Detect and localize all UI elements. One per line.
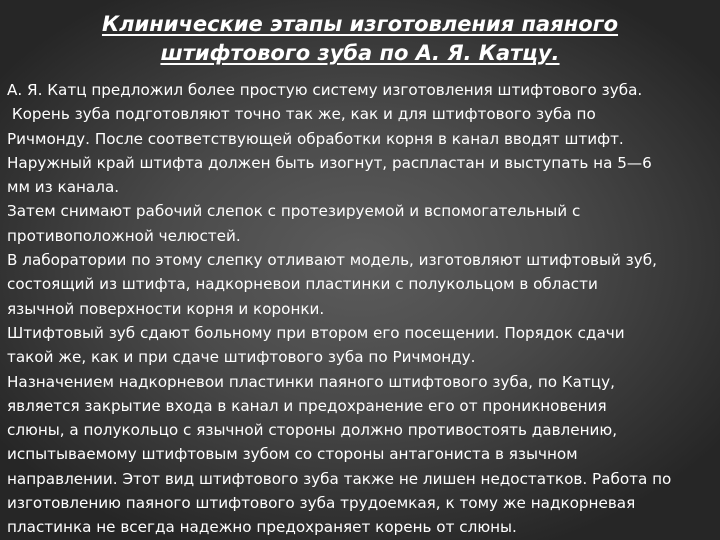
body-line-7: противоположной челюстей. — [7, 226, 241, 245]
body-line-19: пластинка не всегда надежно предохраняет корень от слюны. — [7, 518, 517, 537]
body-line-2: Корень зуба подготовляют точно так же, как и для штифтового зуба по — [7, 105, 596, 124]
slide-body-text — [7, 78, 715, 540]
slide-title-line-1: Клинические этапы изготовления паяного — [101, 12, 619, 36]
body-line-4: Наружный край штифта должен быть изогнут, распластан и выступать на 5—6 — [7, 153, 652, 172]
body-line-17: направлении. Этот вид штифтового зуба также не лишен недостатков. Работа по — [7, 469, 672, 488]
body-line-15: слюны, а полукольцо с язычной стороны должно противостоять давлению, — [7, 421, 618, 440]
body-line-1: А. Я. Катц предложил более простую систему изготовления штифтового зуба. — [7, 81, 643, 99]
body-line-5: мм из канала. — [7, 178, 120, 197]
body-line-9: состоящий из штифта, надкорневои пластинки с полукольцом в области — [7, 275, 598, 294]
body-line-6: Затем снимают рабочий слепок с протезируемой и вспомогательный с — [7, 202, 581, 221]
body-line-10: язычной поверхности корня и коронки. — [7, 299, 325, 318]
body-line-3: Ричмонду. После соответствующей обработки корня в канал вводят штифт. — [7, 129, 624, 148]
body-line-13: Назначением надкорневои пластинки паяного штифтового зуба, по Катцу, — [7, 372, 615, 391]
body-line-18: изготовлению паяного штифтового зуба трудоемкая, к тому же надкорневая — [7, 494, 636, 513]
body-line-8: В лаборатории по этому слепку отливают модель, изготовляют штифтовый зуб, — [7, 251, 657, 270]
slide-title — [40, 10, 680, 68]
body-line-11: Штифтовый зуб сдают больному при втором его посещении. Порядок сдачи — [7, 323, 625, 342]
body-line-14: является закрытие входа в канал и предохранение его от проникновения — [7, 396, 607, 415]
body-line-12: такой же, как и при сдаче штифтового зуба по Ричмонду. — [7, 348, 476, 367]
body-line-16: испытываемому штифтовым зубом со стороны антагониста в язычном — [7, 445, 578, 464]
slide-title-line-2: штифтового зуба по А. Я. Катцу. — [160, 41, 560, 65]
